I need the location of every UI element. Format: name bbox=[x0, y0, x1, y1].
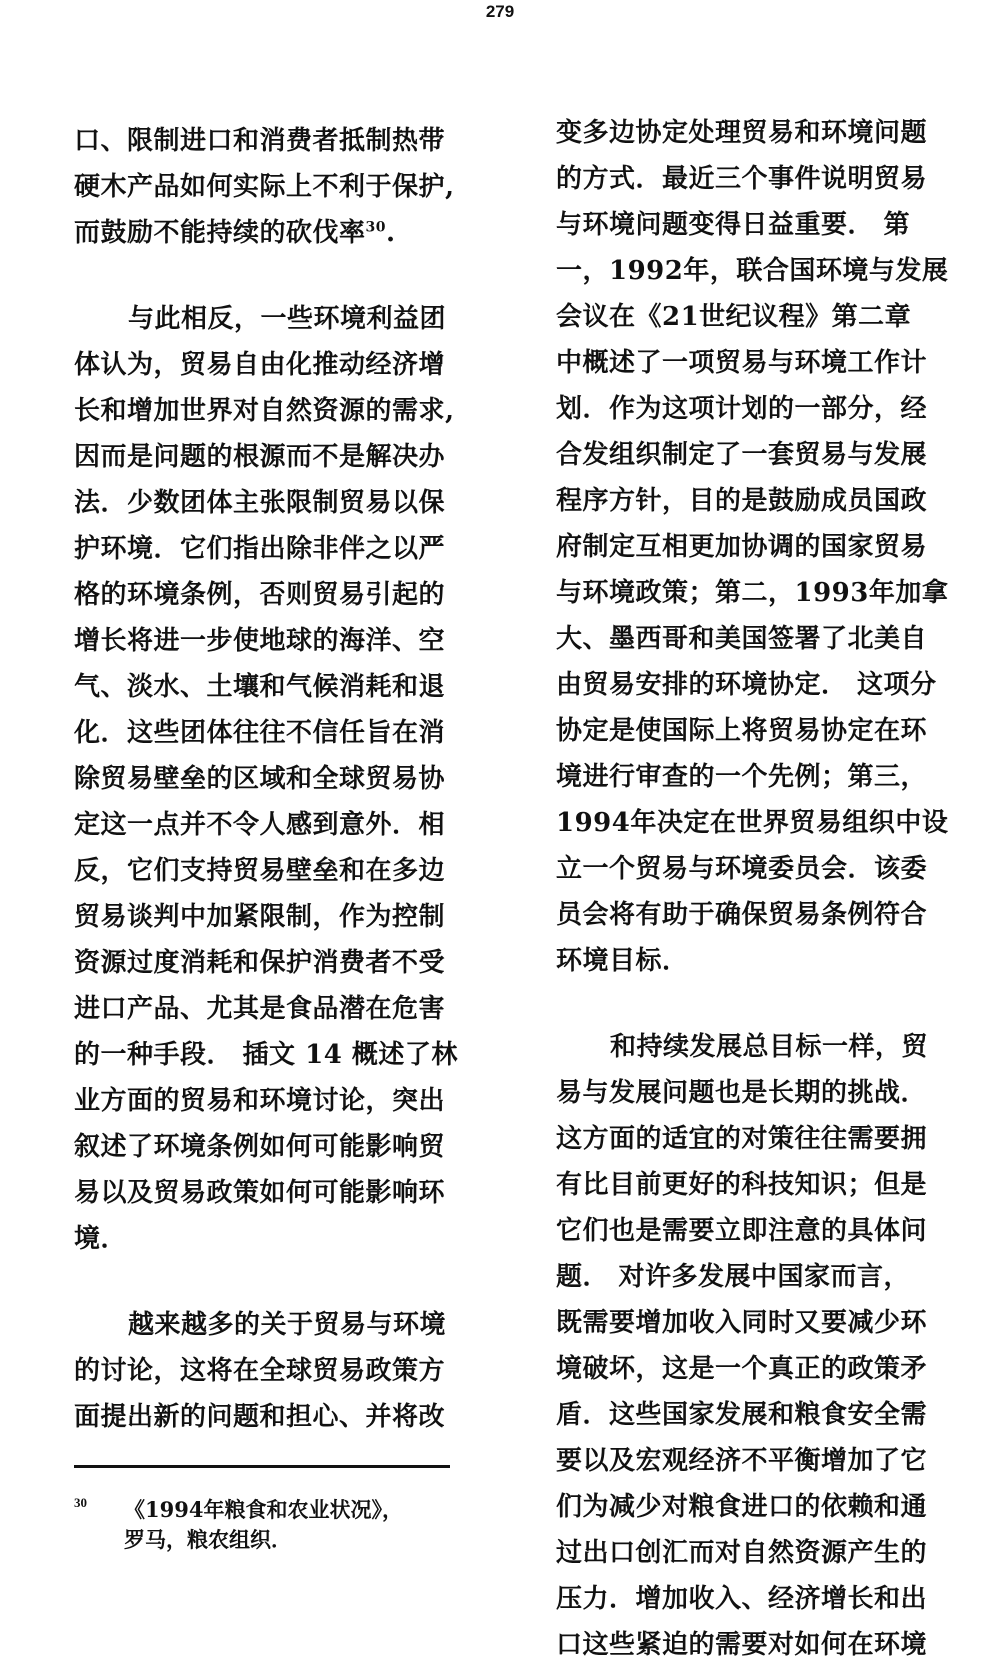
left-paragraph-1 bbox=[74, 118, 482, 256]
text-line: 体认为，贸易自由化推动经济增 bbox=[74, 350, 446, 380]
text-line: 它们也是需要立即注意的具体问 bbox=[556, 1216, 928, 1246]
text-line: 的方式．最近三个事件说明贸易 bbox=[556, 164, 928, 194]
paragraph-gap bbox=[556, 984, 970, 1024]
text-line: 业方面的贸易和环境讨论，突出 bbox=[74, 1086, 446, 1116]
footnote-line: 《1994年粮食和农业状况》， bbox=[124, 1497, 403, 1522]
right-paragraph-1 bbox=[556, 110, 970, 984]
text-line: 与此相反，一些环境利益团 bbox=[128, 304, 447, 334]
text-line: 变多边协定处理贸易和环境问题 bbox=[556, 118, 928, 148]
text-line: 格的环境条例，否则贸易引起的 bbox=[74, 580, 446, 610]
text-line: 越来越多的关于贸易与环境 bbox=[128, 1310, 447, 1340]
text-line: 叙述了环境条例如何可能影响贸 bbox=[74, 1132, 446, 1162]
text-line: 境破坏，这是一个真正的政策矛 bbox=[556, 1354, 928, 1384]
text-line: 一，1992年，联合国环境与发展 bbox=[556, 256, 949, 286]
paragraph-gap bbox=[74, 256, 482, 296]
text-line: 大、墨西哥和美国签署了北美自 bbox=[556, 624, 928, 654]
text-line: 的一种手段． 插文 14 概述了林 bbox=[74, 1040, 458, 1070]
text-line: 压力．增加收入、经济增长和出 bbox=[556, 1584, 928, 1614]
text-line: 们为减少对粮食进口的依赖和通 bbox=[556, 1492, 928, 1522]
paragraph-gap bbox=[74, 1262, 482, 1302]
text-line: 府制定互相更加协调的国家贸易 bbox=[556, 532, 928, 562]
text-line: 程序方针，目的是鼓励成员国政 bbox=[556, 486, 928, 516]
footnote bbox=[74, 1495, 494, 1555]
text-fragment: 而鼓励不能持续的砍伐率 bbox=[74, 218, 366, 248]
text-line: 环境目标． bbox=[556, 946, 689, 976]
text-line: 境． bbox=[74, 1224, 128, 1254]
text-line: 易以及贸易政策如何可能影响环 bbox=[74, 1178, 446, 1208]
text-line: 护环境．它们指出除非伴之以严 bbox=[74, 534, 446, 564]
text-line: 进口产品、尤其是食品潜在危害 bbox=[74, 994, 446, 1024]
text-line: 的讨论，这将在全球贸易政策方 bbox=[74, 1356, 446, 1386]
text-line: 划．作为这项计划的一部分，经 bbox=[556, 394, 928, 424]
text-line: 协定是使国际上将贸易协定在环 bbox=[556, 716, 928, 746]
text-line: 与环境问题变得日益重要． 第 bbox=[556, 210, 911, 240]
left-paragraph-2 bbox=[74, 296, 482, 1262]
text-line: 化．这些团体往往不信任旨在消 bbox=[74, 718, 446, 748]
right-paragraph-2 bbox=[556, 1024, 970, 1668]
text-line: 因而是问题的根源而不是解决办 bbox=[74, 442, 446, 472]
footnote-reference: 30 bbox=[365, 219, 386, 236]
text-line: 中概述了一项贸易与环境工作计 bbox=[556, 348, 928, 378]
text-line: 要以及宏观经济不平衡增加了它 bbox=[556, 1446, 928, 1476]
text-line: 定这一点并不令人感到意外．相 bbox=[74, 810, 446, 840]
text-line: 这方面的适宜的对策往往需要拥 bbox=[556, 1124, 928, 1154]
text-line: 易与发展问题也是长期的挑战． bbox=[556, 1078, 928, 1108]
text-line: 硬木产品如何实际上不利于保护, bbox=[74, 172, 455, 202]
text-line: 会议在《21世纪议程》第二章 bbox=[556, 302, 912, 332]
text-fragment: . bbox=[386, 218, 396, 248]
text-line: 由贸易安排的环境协定． 这项分 bbox=[556, 670, 937, 700]
text-line: 员会将有助于确保贸易条例符合 bbox=[556, 900, 928, 930]
footnote-number: 30 bbox=[74, 1495, 87, 1510]
left-paragraph-3 bbox=[74, 1302, 482, 1440]
footnote-line: 罗马，粮农组织． bbox=[124, 1527, 292, 1552]
text-line: 口、限制进口和消费者抵制热带 bbox=[74, 126, 446, 156]
text-line: 增长将进一步使地球的海洋、空 bbox=[74, 626, 446, 656]
text-line: 立一个贸易与环境委员会．该委 bbox=[556, 854, 928, 884]
text-line bbox=[74, 210, 482, 256]
text-line: 盾．这些国家发展和粮食安全需 bbox=[556, 1400, 928, 1430]
text-line: 法．少数团体主张限制贸易以保 bbox=[74, 488, 446, 518]
text-line: 反，它们支持贸易壁垒和在多边 bbox=[74, 856, 446, 886]
text-line: 既需要增加收入同时又要减少环 bbox=[556, 1308, 928, 1338]
text-line: 除贸易壁垒的区域和全球贸易协 bbox=[74, 764, 446, 794]
text-line: 贸易谈判中加紧限制，作为控制 bbox=[74, 902, 446, 932]
right-column bbox=[556, 110, 970, 1668]
text-line: 境进行审查的一个先例；第三， bbox=[556, 762, 928, 792]
text-line: 气、淡水、土壤和气候消耗和退 bbox=[74, 672, 446, 702]
footnote-divider bbox=[74, 1465, 450, 1468]
text-line: 与环境政策；第二，1993年加拿 bbox=[556, 578, 949, 608]
left-column bbox=[74, 118, 482, 1440]
text-line: 资源过度消耗和保护消费者不受 bbox=[74, 948, 446, 978]
text-line: 长和增加世界对自然资源的需求, bbox=[74, 396, 455, 426]
text-line: 1994年决定在世界贸易组织中设 bbox=[556, 808, 949, 838]
text-line: 有比目前更好的科技知识；但是 bbox=[556, 1170, 928, 1200]
text-line: 题． 对许多发展中国家而言， bbox=[556, 1262, 911, 1292]
text-line: 面提出新的问题和担心、并将改 bbox=[74, 1402, 446, 1432]
text-line: 和持续发展总目标一样，贸 bbox=[610, 1032, 929, 1062]
text-line: 口这些紧迫的需要对如何在环境 bbox=[556, 1630, 928, 1660]
page-number: 279 bbox=[485, 2, 515, 21]
text-line: 过出口创汇而对自然资源产生的 bbox=[556, 1538, 928, 1568]
text-line: 合发组织制定了一套贸易与发展 bbox=[556, 440, 928, 470]
